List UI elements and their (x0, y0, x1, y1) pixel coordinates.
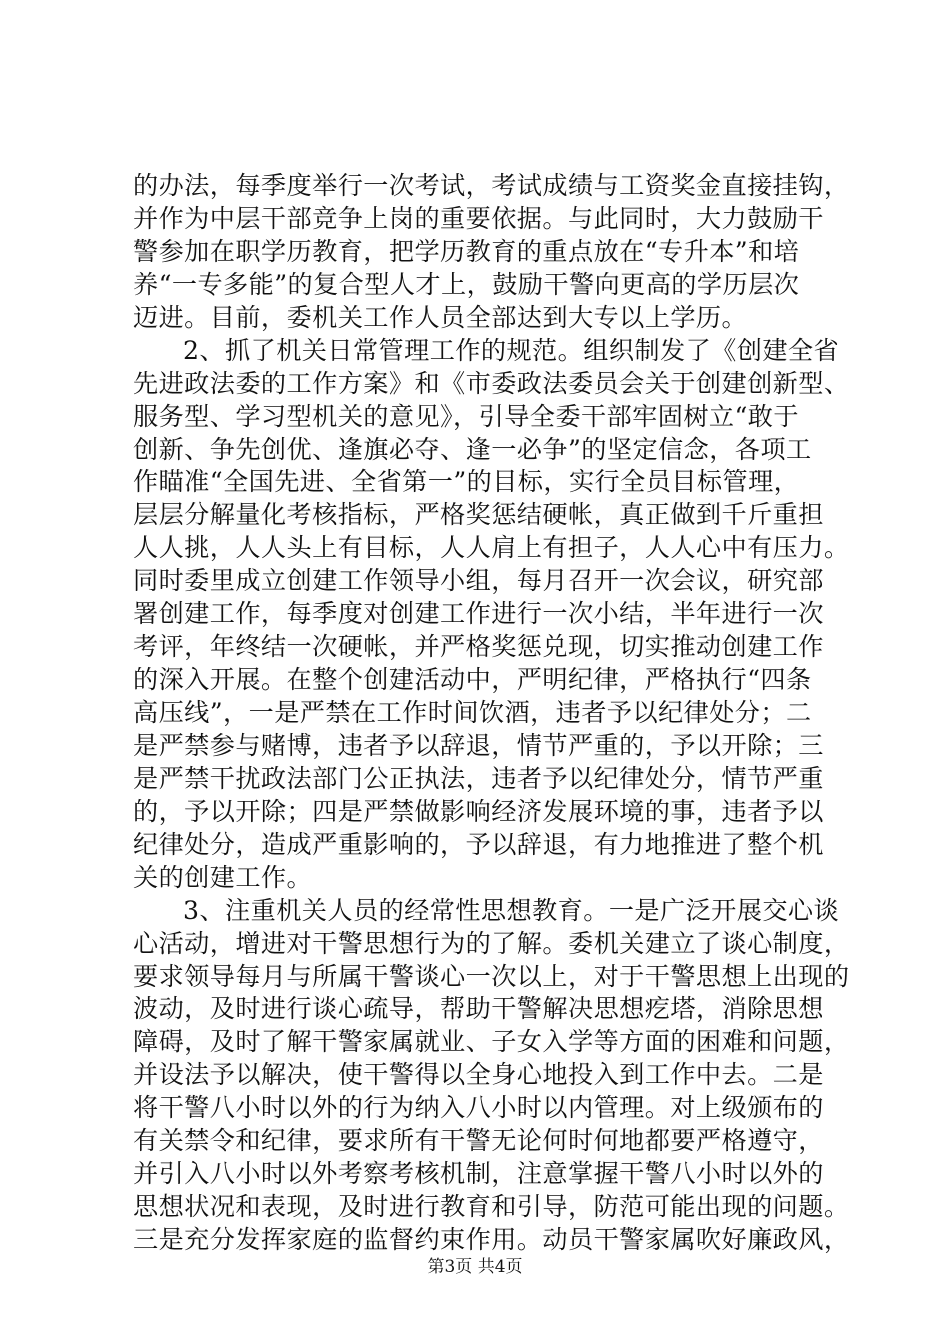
text-line: 作瞄准“全国先进、全省第一”的目标，实行全员目标管理， (133, 467, 800, 497)
text-line: 并引入八小时以外考察考核机制，注意掌握干警八小时以外的 (133, 1159, 824, 1189)
text-line: 考评，年终结一次硬帐，并严格奖惩兑现，切实推动创建工作 (133, 632, 824, 662)
text-line: 同时委里成立创建工作领导小组，每月召开一次会议，研究部 (133, 566, 824, 596)
text-line: 的办法，每季度举行一次考试，考试成绩与工资奖金直接挂钩， (133, 171, 850, 200)
text-line: 迈进。目前，委机关工作人员全部达到大专以上学历。 (133, 302, 748, 332)
text-line: 的深入开展。在整个创建活动中，严明纪律，严格执行“四条 (133, 665, 812, 695)
text-line: 署创建工作，每季度对创建工作进行一次小结，半年进行一次 (133, 599, 824, 629)
text-line: 层层分解量化考核指标，严格奖惩结硬帐，真正做到千斤重担 (133, 500, 824, 530)
text-line: 思想状况和表现，及时进行教育和引导，防范可能出现的问题。 (133, 1192, 850, 1222)
text-line: 并作为中层干部竞争上岗的重要依据。与此同时，大力鼓励干 (133, 203, 824, 233)
text-line: 纪律处分，造成严重影响的，予以辞退，有力地推进了整个机 (133, 829, 824, 859)
text-line: 要求领导每月与所属干警谈心一次以上，对于干警思想上出现的 (133, 961, 850, 991)
text-line: 是严禁参与赌博，违者予以辞退，情节严重的，予以开除；三 (133, 730, 824, 760)
paragraph-start-line: 2、抓了机关日常管理工作的规范。组织制发了《创建全省 (183, 335, 840, 365)
text-line: 的，予以开除；四是严禁做影响经济发展环境的事，违者予以 (133, 796, 824, 826)
text-line: 有关禁令和纪律，要求所有干警无论何时何地都要严格遵守， (133, 1126, 824, 1156)
text-line: 障碍，及时了解干警家属就业、子女入学等方面的困难和问题， (133, 1027, 850, 1057)
text-line: 心活动，增进对干警思想行为的了解。委机关建立了谈心制度， (133, 928, 850, 958)
document-body (133, 170, 853, 1257)
text-line: 将干警八小时以外的行为纳入八小时以内管理。对上级颁布的 (133, 1093, 824, 1123)
text-line: 人人挑，人人头上有目标，人人肩上有担子，人人心中有压力。 (133, 533, 850, 563)
text-line: 警参加在职学历教育，把学历教育的重点放在“专升本”和培 (133, 236, 800, 266)
text-line: 养“一专多能”的复合型人才上，鼓励干警向更高的学历层次 (133, 269, 800, 299)
text-line: 是严禁干扰政法部门公正执法，违者予以纪律处分，情节严重 (133, 763, 824, 793)
page-footer: 第3页 共4页 (427, 1257, 523, 1277)
text-line: 三是充分发挥家庭的监督约束作用。动员干警家属吹好廉政风， (133, 1225, 850, 1254)
text-line: 服务型、学习型机关的意见》，引导全委干部牢固树立“敢于 (133, 401, 799, 431)
text-line: 创新、争先创优、逢旗必夺、逢一必争”的坚定信念，各项工 (133, 434, 812, 464)
text-line: 波动，及时进行谈心疏导，帮助干警解决思想疙塔，消除思想 (133, 994, 824, 1024)
text-line: 关的创建工作。 (133, 862, 313, 892)
text-line: 并设法予以解决，使干警得以全身心地投入到工作中去。二是 (133, 1060, 824, 1090)
text-line: 先进政法委的工作方案》和《市委政法委员会关于创建创新型、 (133, 368, 850, 398)
paragraph-start-line: 3、注重机关人员的经常性思想教育。一是广泛开展交心谈 (183, 895, 840, 925)
text-line: 高压线”，一是严禁在工作时间饮酒，违者予以纪律处分；二 (133, 698, 812, 727)
